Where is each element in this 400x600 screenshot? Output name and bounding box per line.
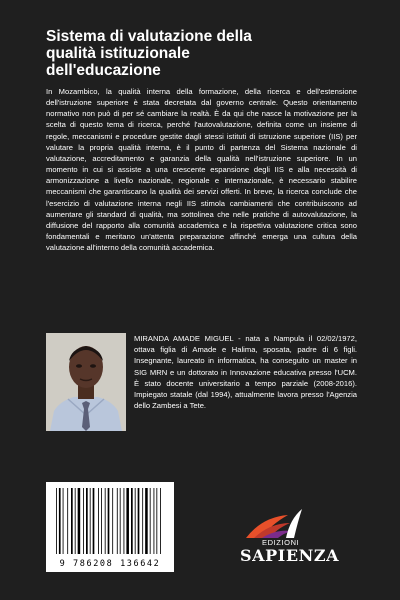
author-bio: MIRANDA AMADE MIGUEL - nata a Nampula il 02/02/1972, ottava figlia di Amade e Halima, sposata, padre di 6 figli. Insegnante, laureato in informatica, ha conseguito un master in SIG MRN e un dottorato in Innovazione educativa presso l'UCM. È stato docente universitario a tempo parziale (2008-2016). Impiegato statale (dal 1994), attualmente lavora presso l'Agenzia dello Zambesi a Tete.	[134, 334, 357, 411]
barcode-bars-image	[46, 482, 174, 558]
author-portrait-image	[46, 333, 126, 431]
book-title-line: Sistema di valutazione della	[46, 28, 252, 45]
publisher-name: SAPIENZA	[240, 546, 340, 565]
author-photo	[46, 333, 126, 431]
book-title	[46, 28, 366, 79]
book-title-line: qualità istituzionale	[46, 45, 190, 62]
book-blurb: In Mozambico, la qualità interna della formazione, della ricerca e dell'estensione dell'istruzione superiore è stata decretata dal governo centrale. Questo orientamento normativo non può di per sé cambiare la realtà. È da qui che nasce la motivazione per la scelta di questo tema di ricerca, perché l'autovalutazione, definita come un insieme di regole, meccanismi e procedure gestite dagli stessi istituti di istruzione superiore (IIS) per valutare la propria qualità interna, è il punto di partenza del Sistema nazionale di valutazione, accreditamento e garanzia della qualità nell'istruzione superiore. In un momento in cui si assiste a una crescente espansione degli IIS e alla necessità di armonizzazione a livello nazionale, regionale e internazionale, è necessario stabilire meccanismi che garantiscano la qualità dei servizi offerti. In breve, la ricerca conclude che l'esercizio di valutazione interna negli IIS stimola cambiamenti che contribuiscono ad aumentare gli standard di qualità, ma sottolinea che nelle pratiche di autovalutazione, la diffusione del rapporto alla comunità accademica e la rispettiva valutazione critica sono fondamentali e meritano un'attenta preparazione affinché emerga una cultura della valutazione all'interno della comunità accademica.	[46, 87, 357, 253]
isbn-number: 9 786208 136642	[59, 559, 161, 569]
publisher-prefix: EDIZIONI	[262, 538, 300, 547]
book-title-line: dell'educazione	[46, 62, 161, 79]
isbn-barcode	[46, 482, 174, 572]
